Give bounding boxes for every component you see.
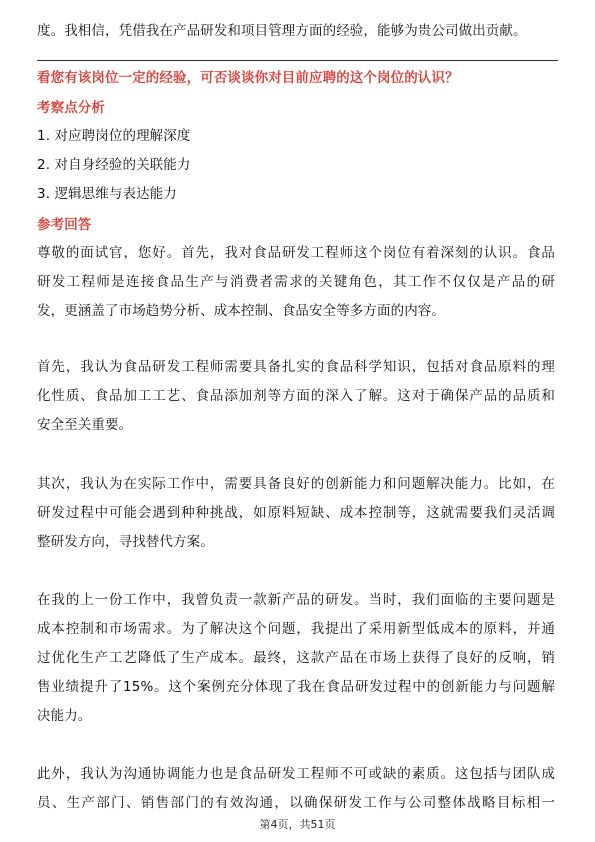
- analysis-item: 2. 对自身经验的关联能力: [37, 157, 191, 173]
- answer-paragraph-line: 研发工程师是连接食品生产与消费者需求的关键角色，其工作不仅仅是产品的研: [37, 274, 555, 290]
- page-number-footer: 第4页，共51页: [259, 818, 336, 831]
- answer-paragraph-line: 过优化生产工艺降低了生产成本。最终，这款产品在市场上获得了良好的反响，销: [37, 650, 555, 666]
- answer-paragraph-line: 尊敬的面试官，您好。首先，我对食品研发工程师这个岗位有着深刻的认识。食品: [37, 245, 555, 261]
- answer-paragraph-line: 研发过程中可能会遇到种种挑战，如原料短缺、成本控制等，这就需要我们灵活调: [37, 505, 555, 521]
- answer-paragraph-line: 发，更涵盖了市场趋势分析、成本控制、食品安全等多方面的内容。: [37, 303, 445, 319]
- question-heading: 看您有该岗位一定的经验，可否谈谈你对目前应聘的这个岗位的认识？: [37, 70, 459, 86]
- answer-paragraph-line: 首先，我认为食品研发工程师需要具备扎实的食品科学知识，包括对食品原料的理: [37, 359, 555, 375]
- divider: [37, 60, 558, 61]
- answer-paragraph-line: 成本控制和市场需求。为了解决这个问题，我提出了采用新型低成本的原料，并通: [37, 621, 555, 637]
- answer-paragraph-line: 此外，我认为沟通协调能力也是食品研发工程师不可或缺的素质。这包括与团队成: [37, 766, 555, 782]
- answer-paragraph-line: 其次，我认为在实际工作中，需要具备良好的创新能力和问题解决能力。比如，在: [37, 476, 555, 492]
- analysis-heading: 考察点分析: [37, 100, 105, 116]
- intro-tail-text: 度。我相信，凭借我在产品研发和项目管理方面的经验，能够为贵公司做出贡献。: [37, 23, 527, 39]
- analysis-item: 3. 逻辑思维与表达能力: [37, 186, 177, 202]
- answer-paragraph-line: 化性质、食品加工工艺、食品添加剂等方面的深入了解。这对于确保产品的品质和: [37, 388, 555, 404]
- analysis-item: 1. 对应聘岗位的理解深度: [37, 128, 191, 144]
- answer-heading: 参考回答: [37, 217, 92, 233]
- answer-paragraph-line: 员、生产部门、销售部门的有效沟通，以确保研发工作与公司整体战略目标相一: [37, 795, 555, 811]
- answer-paragraph-line: 整研发方向，寻找替代方案。: [37, 534, 214, 550]
- answer-paragraph-line: 在我的上一份工作中，我曾负责一款新产品的研发。当时，我们面临的主要问题是: [37, 592, 555, 608]
- answer-paragraph-line: 安全至关重要。: [37, 417, 133, 433]
- answer-paragraph-line: 决能力。: [37, 708, 92, 724]
- answer-paragraph-line: 售业绩提升了15%。这个案例充分体现了我在食品研发过程中的创新能力与问题解: [37, 679, 555, 695]
